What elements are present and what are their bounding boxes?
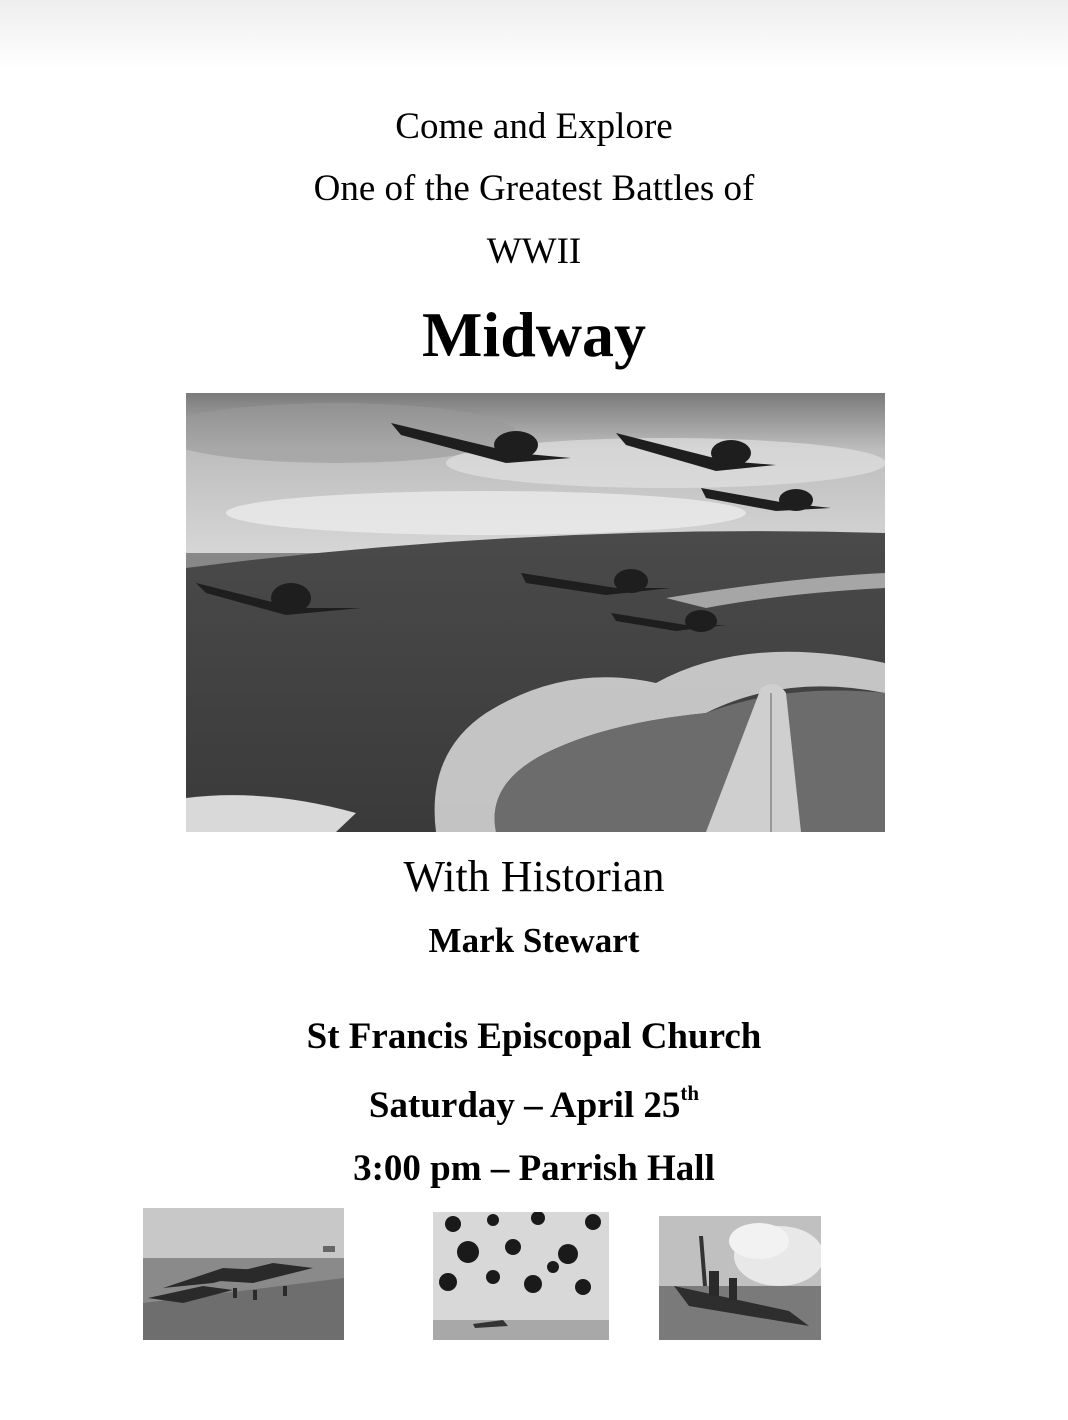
- event-date-main: Saturday – April 25: [368, 1085, 681, 1126]
- intro-line-greatest-battles: One of the Greatest Battles of: [313, 168, 755, 209]
- main-photo-dive-bombers: [186, 393, 885, 832]
- event-title: Midway: [422, 299, 646, 370]
- event-time-place: 3:00 pm – Parrish Hall: [353, 1148, 715, 1189]
- event-date: [0, 1081, 1068, 1126]
- intro-line-wwii: WWII: [486, 231, 582, 272]
- venue-name: St Francis Episcopal Church: [306, 1016, 762, 1057]
- intro-line-come-explore: Come and Explore: [395, 106, 673, 147]
- historian-label: With Historian: [403, 852, 665, 901]
- historian-name: Mark Stewart: [428, 921, 640, 960]
- thumbnail-burning-ship: [659, 1216, 821, 1340]
- top-shading: [0, 0, 1068, 70]
- thumbnail-carrier-deck: [143, 1208, 344, 1340]
- event-date-suffix: th: [680, 1081, 700, 1105]
- thumbnail-flak-bursts: [433, 1212, 609, 1340]
